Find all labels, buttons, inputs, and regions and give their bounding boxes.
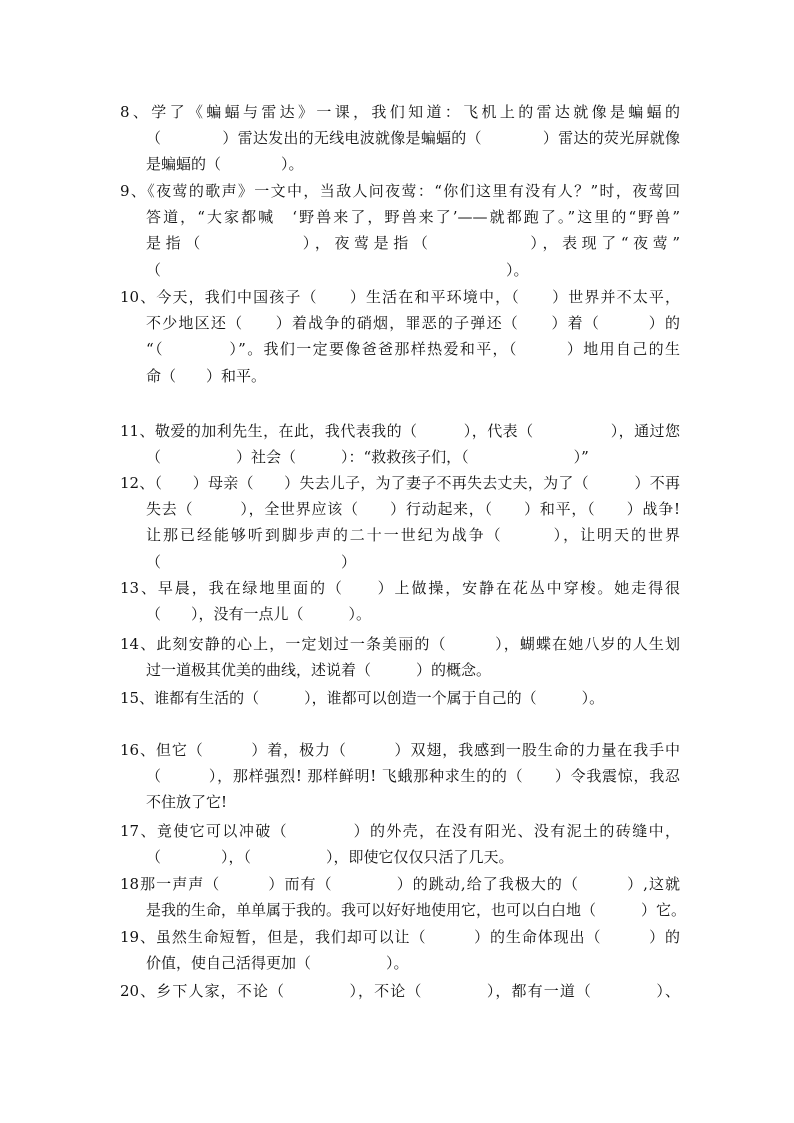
question-line: 18那一声声（ ）而有（ ）的跳动,给了我极大的（ ）,这就 bbox=[120, 875, 680, 893]
question-line: 10、今天，我们中国孩子（ ）生活在和平环境中，（ ）世界并不太平， bbox=[120, 288, 680, 306]
question-13 bbox=[120, 575, 680, 627]
question-line: 过一道极其优美的曲线，述说着（ ）的概念。 bbox=[146, 661, 492, 680]
question-line: 19、虽然生命短暂，但是，我们却可以让（ ）的生命体现出（ ）的 bbox=[120, 928, 680, 946]
question-12 bbox=[120, 470, 680, 575]
question-15 bbox=[120, 685, 680, 711]
question-line: （ ）社会（ ）：“救救孩子们，（ ）” bbox=[146, 448, 589, 467]
question-line: （ ） bbox=[146, 552, 357, 571]
question-line: 9、《夜莺的歌声》一文中，当敌人问夜莺：“你们这里有没有人？”时，夜莺回 bbox=[120, 182, 680, 200]
question-line: 不少地区还（ ）着战争的硝烟，罪恶的子弹还（ ）着（ ）的 bbox=[146, 314, 680, 333]
question-line: 16、但它（ ）着，极力（ ）双翅，我感到一股生命的力量在我手中 bbox=[120, 741, 680, 759]
question-line: 价值，使自己活得更加（ ）。 bbox=[146, 954, 409, 973]
question-17 bbox=[120, 818, 680, 870]
question-20 bbox=[120, 978, 680, 1004]
question-line: 20、乡下人家，不论（ ），不论（ ），都有一道（ ）、 bbox=[120, 982, 680, 1000]
question-line: 答道，“大家都喊 ‘野兽来了，野兽来了’——就都跑了。”这里的“野兽” bbox=[146, 208, 680, 227]
question-line: 17、竟使它可以冲破（ ）的外壳，在没有阳光、没有泥土的砖缝中， bbox=[120, 822, 680, 840]
question-line: 命（ ）和平。 bbox=[146, 366, 267, 385]
question-line: 14、此刻安静的心上，一定划过一条美丽的（ ），蝴蝶在她八岁的人生划 bbox=[120, 635, 680, 653]
question-line: 让那已经能够听到脚步声的二十一世纪为战争（ ），让明天的世界 bbox=[146, 526, 680, 545]
question-line: 是指（ ），夜莺是指（ ），表现了“夜莺” bbox=[146, 234, 680, 253]
question-line: 12、（ ）母亲（ ）失去儿子，为了妻子不再失去丈夫，为了（ ）不再 bbox=[120, 474, 680, 492]
question-line: 13、早晨，我在绿地里面的（ ）上做操，安静在花丛中穿梭。她走得很 bbox=[120, 579, 680, 597]
question-10 bbox=[120, 284, 680, 389]
question-11 bbox=[120, 418, 680, 470]
question-line: “（ ）”。我们一定要像爸爸那样热爱和平，（ ）地用自己的生 bbox=[146, 340, 680, 359]
question-line: 失去（ ），全世界应该（ ）行动起来，（ ）和平，（ ）战争! bbox=[146, 500, 680, 519]
question-line: 不住放了它! bbox=[146, 793, 228, 812]
question-line: （ ）。 bbox=[146, 260, 529, 279]
question-18 bbox=[120, 871, 687, 923]
question-line: （ ），没有一点儿（ ）。 bbox=[146, 605, 372, 624]
question-line: 8、学了《蝙蝠与雷达》一课，我们知道：飞机上的雷达就像是蝙蝠的 bbox=[120, 103, 680, 121]
question-14 bbox=[120, 631, 680, 683]
question-19 bbox=[120, 924, 680, 976]
question-16 bbox=[120, 737, 680, 816]
question-8 bbox=[120, 99, 680, 178]
question-line: （ ）雷达发出的无线电波就像是蝙蝠的（ ）雷达的荧光屏就像 bbox=[146, 129, 680, 148]
question-line: 11、敬爱的加利先生，在此，我代表我的（ ），代表（ ），通过您 bbox=[120, 422, 680, 440]
question-line: 15、谁都有生活的（ ），谁都可以创造一个属于自己的（ ）。 bbox=[120, 689, 605, 707]
question-9 bbox=[120, 178, 680, 283]
question-line: 是我的生命，单单属于我的。我可以好好地使用它，也可以白白地（ ）它。 bbox=[146, 901, 687, 920]
question-line: 是蝙蝠的（ ）。 bbox=[146, 155, 304, 174]
question-line: （ ），那样强烈! 那样鲜明! 飞蛾那种求生的的（ ）令我震惊，我忍 bbox=[146, 767, 680, 786]
question-line: （ ），（ ），即使它仅仅只活了几天。 bbox=[146, 848, 514, 867]
